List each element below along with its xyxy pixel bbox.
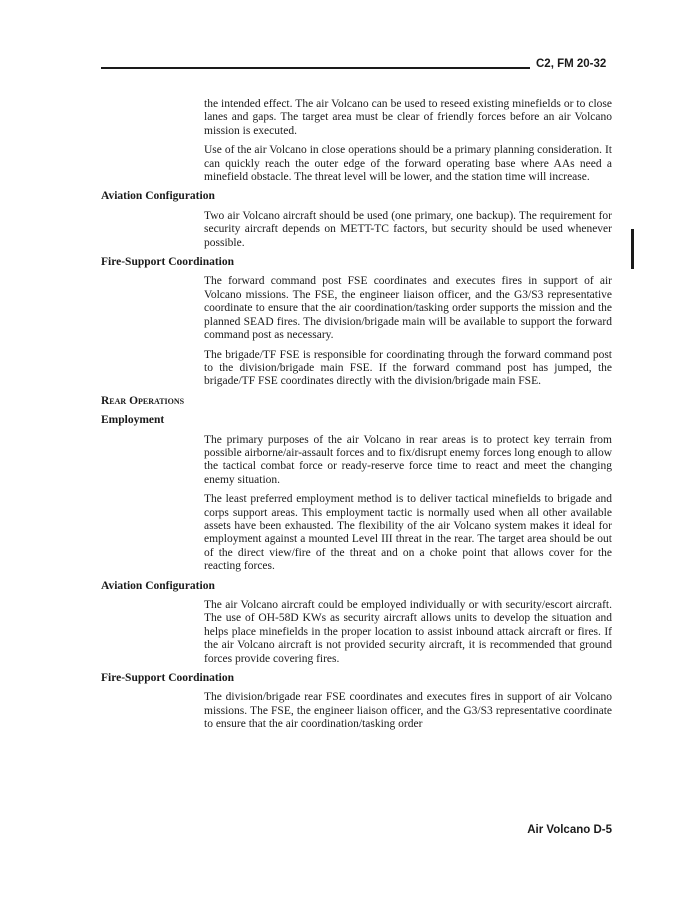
subheading: Fire-Support Coordination	[101, 672, 235, 685]
subheading: Aviation Configuration	[101, 190, 215, 203]
paragraph: The least preferred employment method is to deliver tactical minefields to brigade and corps support areas. This employment tactic is normally used when all other available assets have been exhausted. The flexibility of the air Volcano system makes it ideal for employment against a mounted Level III threat in the rear. The target area should be out of the direct view/fire of the threat and on a choke point that allows cover for the reacting forces.	[204, 493, 612, 573]
paragraph: Use of the air Volcano in close operations should be a primary planning consideration. It can quickly reach the outer edge of the forward operating base where AAs need a minefield obstacle. The threat level will be lower, and the station time will increase.	[204, 144, 612, 184]
footer-page-label: Air Volcano D-5	[527, 824, 612, 836]
page-body	[0, 98, 693, 738]
paragraph: the intended effect. The air Volcano can be used to reseed existing minefields or to close lanes and gaps. The target area must be clear of friendly forces before an air Volcano mission is executed.	[204, 98, 612, 137]
paragraph: The primary purposes of the air Volcano in rear areas is to protect key terrain from possible airborne/air-assault forces and to fix/disrupt enemy forces long enough to allow the tactical combat force or ready-reserve force time to react and meet the changing enemy situation.	[204, 433, 612, 486]
paragraph: Two air Volcano aircraft should be used (one primary, one backup). The requirement for security aircraft depends on METT-TC factors, but security should be used whenever possible.	[204, 209, 612, 249]
paragraph: The forward command post FSE coordinates and executes fires in support of air Volcano missions. The FSE, the engineer liaison officer, and the G3/S3 representative coordinate to ensure that the air coordination/tasking order supports the mission and the planned SEAD fires. The division/brigade main will be available to support the forward command post as necessary.	[204, 275, 612, 342]
section-heading: Rear Operations	[101, 394, 185, 407]
header-document-code: C2, FM 20-32	[536, 58, 607, 70]
paragraph: The division/brigade rear FSE coordinates and executes fires in support of air Volcano missions. The FSE, the engineer liaison officer, and the G3/S3 representative coordinate to ensure that the air coordination/tasking order	[204, 691, 612, 731]
paragraph: The air Volcano aircraft could be employed individually or with security/escort aircraft. The use of OH-58D KWs as security aircraft allows units to develop the situation and helps place minefields in the proper location to assist inbound attack aircraft or fires. If the air Volcano aircraft is not provided security aircraft, it is recommended that ground forces provide covering fires.	[204, 599, 612, 665]
paragraph: The brigade/TF FSE is responsible for coordinating through the forward command post to the division/brigade main FSE. If the forward command post has jumped, the brigade/TF FSE coordinates directly with the division/brigade main FSE.	[204, 348, 612, 388]
header-rule	[101, 67, 530, 69]
subheading: Employment	[101, 414, 165, 427]
subheading: Aviation Configuration	[101, 579, 215, 592]
subheading: Fire-Support Coordination	[101, 256, 235, 269]
